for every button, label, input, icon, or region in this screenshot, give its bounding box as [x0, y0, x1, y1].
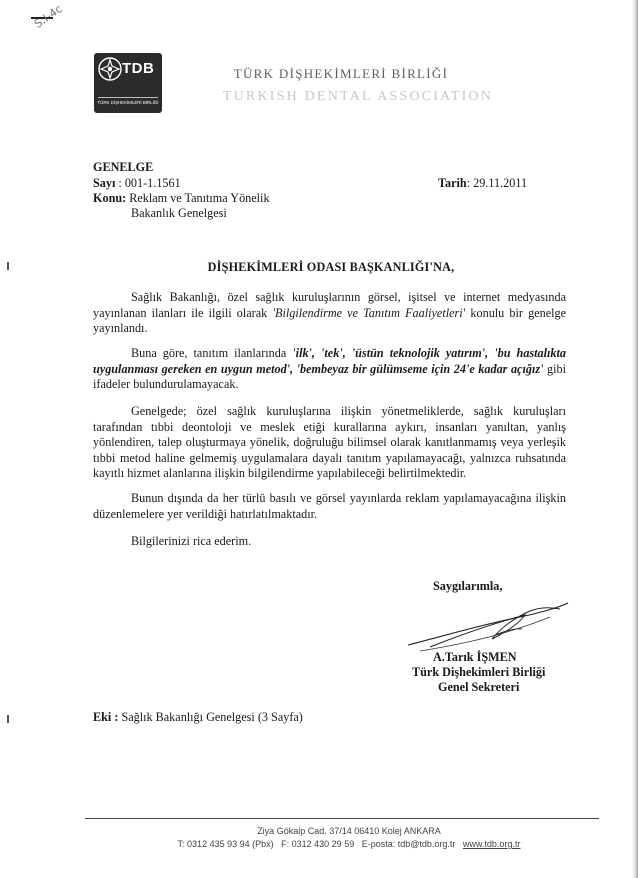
signatory-title: Genel Sekreteri: [438, 680, 520, 694]
scan-edge: [632, 0, 638, 878]
paragraph-3-text: Genelgede; özel sağlık kuruluşlarına ilişkin yönetmeliklerde, sağlık kuruluşları tarafından tıbbi deontoloji ve meslek etiği kurallarına aykırı, insanları yanıltan, yanlış yönlendiren, talep oluşturmaya yönelik, doğruluğu bilimsel olarak kanıtlanmamış veya yerleşik tıbbi metod haline gelmemiş uygulamalara dayalı tanıtım yapılamayacağı, yalnızca ruhsatında kayıtlı hizmet alanlarına ilişkin bilgilendirme yapılabileceği belirtilmektedir.: [93, 404, 566, 480]
tarih-value: : 29.11.2011: [466, 176, 528, 190]
paragraph-1-end: konulu bir genelge yayınlandı.: [93, 305, 566, 335]
attachment-label: Eki :: [93, 710, 119, 724]
org-name-turkish: TÜRK DİŞHEKİMLERİ BİRLİĞİ: [233, 66, 449, 81]
doc-type: GENELGE: [93, 160, 154, 174]
konu-line1: Reklam ve Tanıtıma Yönelik: [129, 191, 270, 205]
signature: [400, 595, 575, 655]
attachment-text: Sağlık Bakanlığı Genelgesi (3 Sayfa): [121, 710, 303, 724]
footer-divider: [85, 818, 599, 819]
footer-email: E-posta: tdb@tdb.org.tr: [361, 839, 456, 849]
paragraph-4-text: Bunun dışında da her türlü basılı ve görsel yayınlarda reklam yapılamayacağına ilişkin düzenlemelere yer verildiği hatırlatılmaktadır.: [93, 491, 566, 521]
paragraph-5: [93, 534, 566, 550]
paragraph-1-text: Sağlık Bakanlığı, özel sağlık kuruluşlarının görsel, işitsel ve internet medyasında yayınlanan ilanları ile ilgili olarak: [93, 290, 566, 320]
closing-greeting: Saygılarımla,: [433, 579, 503, 593]
signatory-name: A.Tarık İŞMEN: [433, 650, 517, 664]
footer-website-link[interactable]: www.tdb.org.tr: [462, 839, 521, 849]
logo-abbreviation: TDB: [122, 60, 155, 77]
paragraph-1-italic: 'Bilgilendirme ve Tanıtım Faaliyetleri': [272, 305, 466, 320]
sayi-label: Sayı: [93, 176, 116, 190]
signatory-org: Türk Dişhekimleri Birliği: [412, 665, 546, 679]
paragraph-5-text: Bilgilerinizi rica ederim.: [131, 534, 252, 548]
margin-handwritten-note: S.I-4c: [32, 2, 65, 31]
paragraph-1: [93, 290, 566, 337]
logo-subtext: TÜRK DİŞHEKİMLERİ BİRLİĞİ: [97, 100, 159, 105]
addressee: DİŞHEKİMLERİ ODASI BAŞKANLIĞI'NA,: [207, 260, 455, 274]
sayi-value: : 001-1.1561: [118, 176, 181, 190]
org-name-english: TURKISH DENTAL ASSOCIATION: [222, 89, 494, 104]
footer-fax: F: 0312 430 29 59: [281, 839, 355, 849]
paragraph-2-end: gibi ifadeler bulundurulamayacak.: [93, 361, 566, 391]
attachment-line: [93, 710, 303, 725]
footer-address: Ziya Gökalp Cad. 37/14 06410 Kolej ANKARA: [257, 826, 441, 836]
footer-phone: T: 0312 435 93 94 (Pbx): [177, 839, 274, 849]
sayi-line: [93, 176, 181, 191]
footer-contact: [0, 839, 638, 849]
konu-line: [93, 191, 270, 206]
paragraph-2-quoted: 'ilk', 'tek', 'üstün teknolojik yatırım', 'bu hastalıkta uygulanması gereken en uygun metod', 'bembeyaz bir gülümseme için 24'e kadar açığız': [93, 346, 566, 376]
tarih-label: Tarih: [438, 176, 467, 190]
paragraph-4: [93, 491, 566, 522]
konu-label: Konu:: [93, 191, 127, 205]
tarih-line: [438, 176, 527, 191]
paragraph-3: [93, 404, 566, 482]
punch-mark: [7, 715, 9, 723]
konu-line2: Bakanlık Genelgesi: [131, 206, 227, 220]
paragraph-2-start: Buna göre, tanıtım ilanlarında: [131, 346, 287, 360]
paragraph-2: [93, 346, 566, 393]
